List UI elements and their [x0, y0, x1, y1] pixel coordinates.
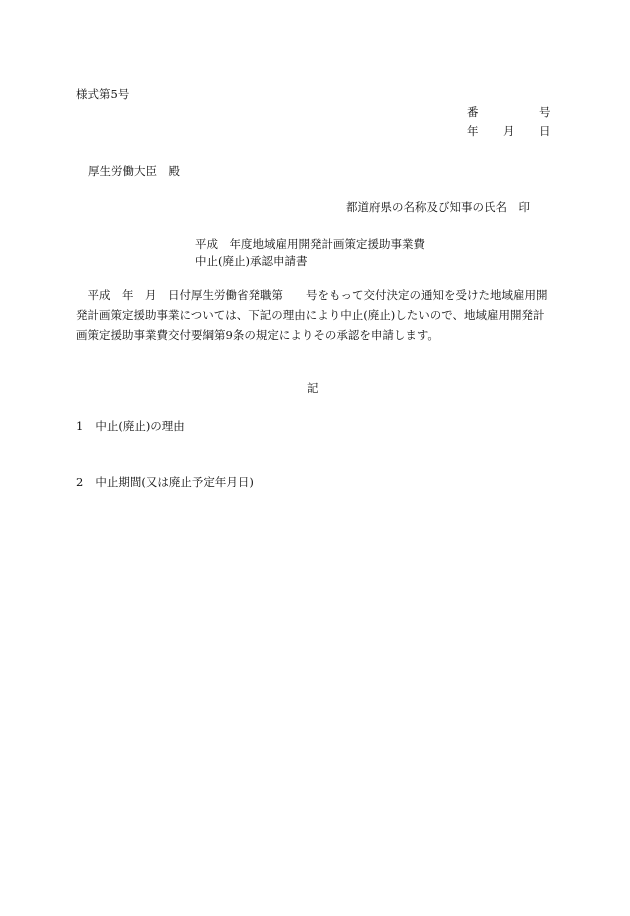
item-label: 中止期間(又は廃止予定年月日)	[95, 475, 254, 489]
item-1	[76, 418, 185, 434]
ki-heading: 記	[307, 381, 319, 395]
applicant-signature: 都道府県の名称及び知事の氏名 印	[346, 200, 530, 214]
form-number: 様式第5号	[76, 87, 130, 101]
number-label: 番	[467, 105, 479, 119]
item-number: 2	[76, 475, 84, 489]
number-suffix: 号	[539, 105, 551, 119]
date-month: 月	[503, 124, 515, 138]
date-day: 日	[539, 124, 551, 138]
item-number: 1	[76, 419, 84, 433]
application-body: 平成 年 月 日付厚生労働省発職第 号をもって交付決定の通知を受けた地域雇用開発計画策定援助事業については、下記の理由により中止(廃止)したいので、地域雇用開発計画策定援助事業費交付要綱第9条の規定によりその承認を申請します。	[76, 288, 548, 342]
item-label: 中止(廃止)の理由	[95, 419, 185, 433]
addressee: 厚生労働大臣 殿	[88, 164, 180, 178]
date-year: 年	[467, 124, 479, 138]
document-title-line2: 中止(廃止)承認申請書	[195, 254, 308, 268]
document-title-line1: 平成 年度地域雇用開発計画策定援助事業費	[195, 237, 425, 251]
item-2	[76, 474, 254, 490]
